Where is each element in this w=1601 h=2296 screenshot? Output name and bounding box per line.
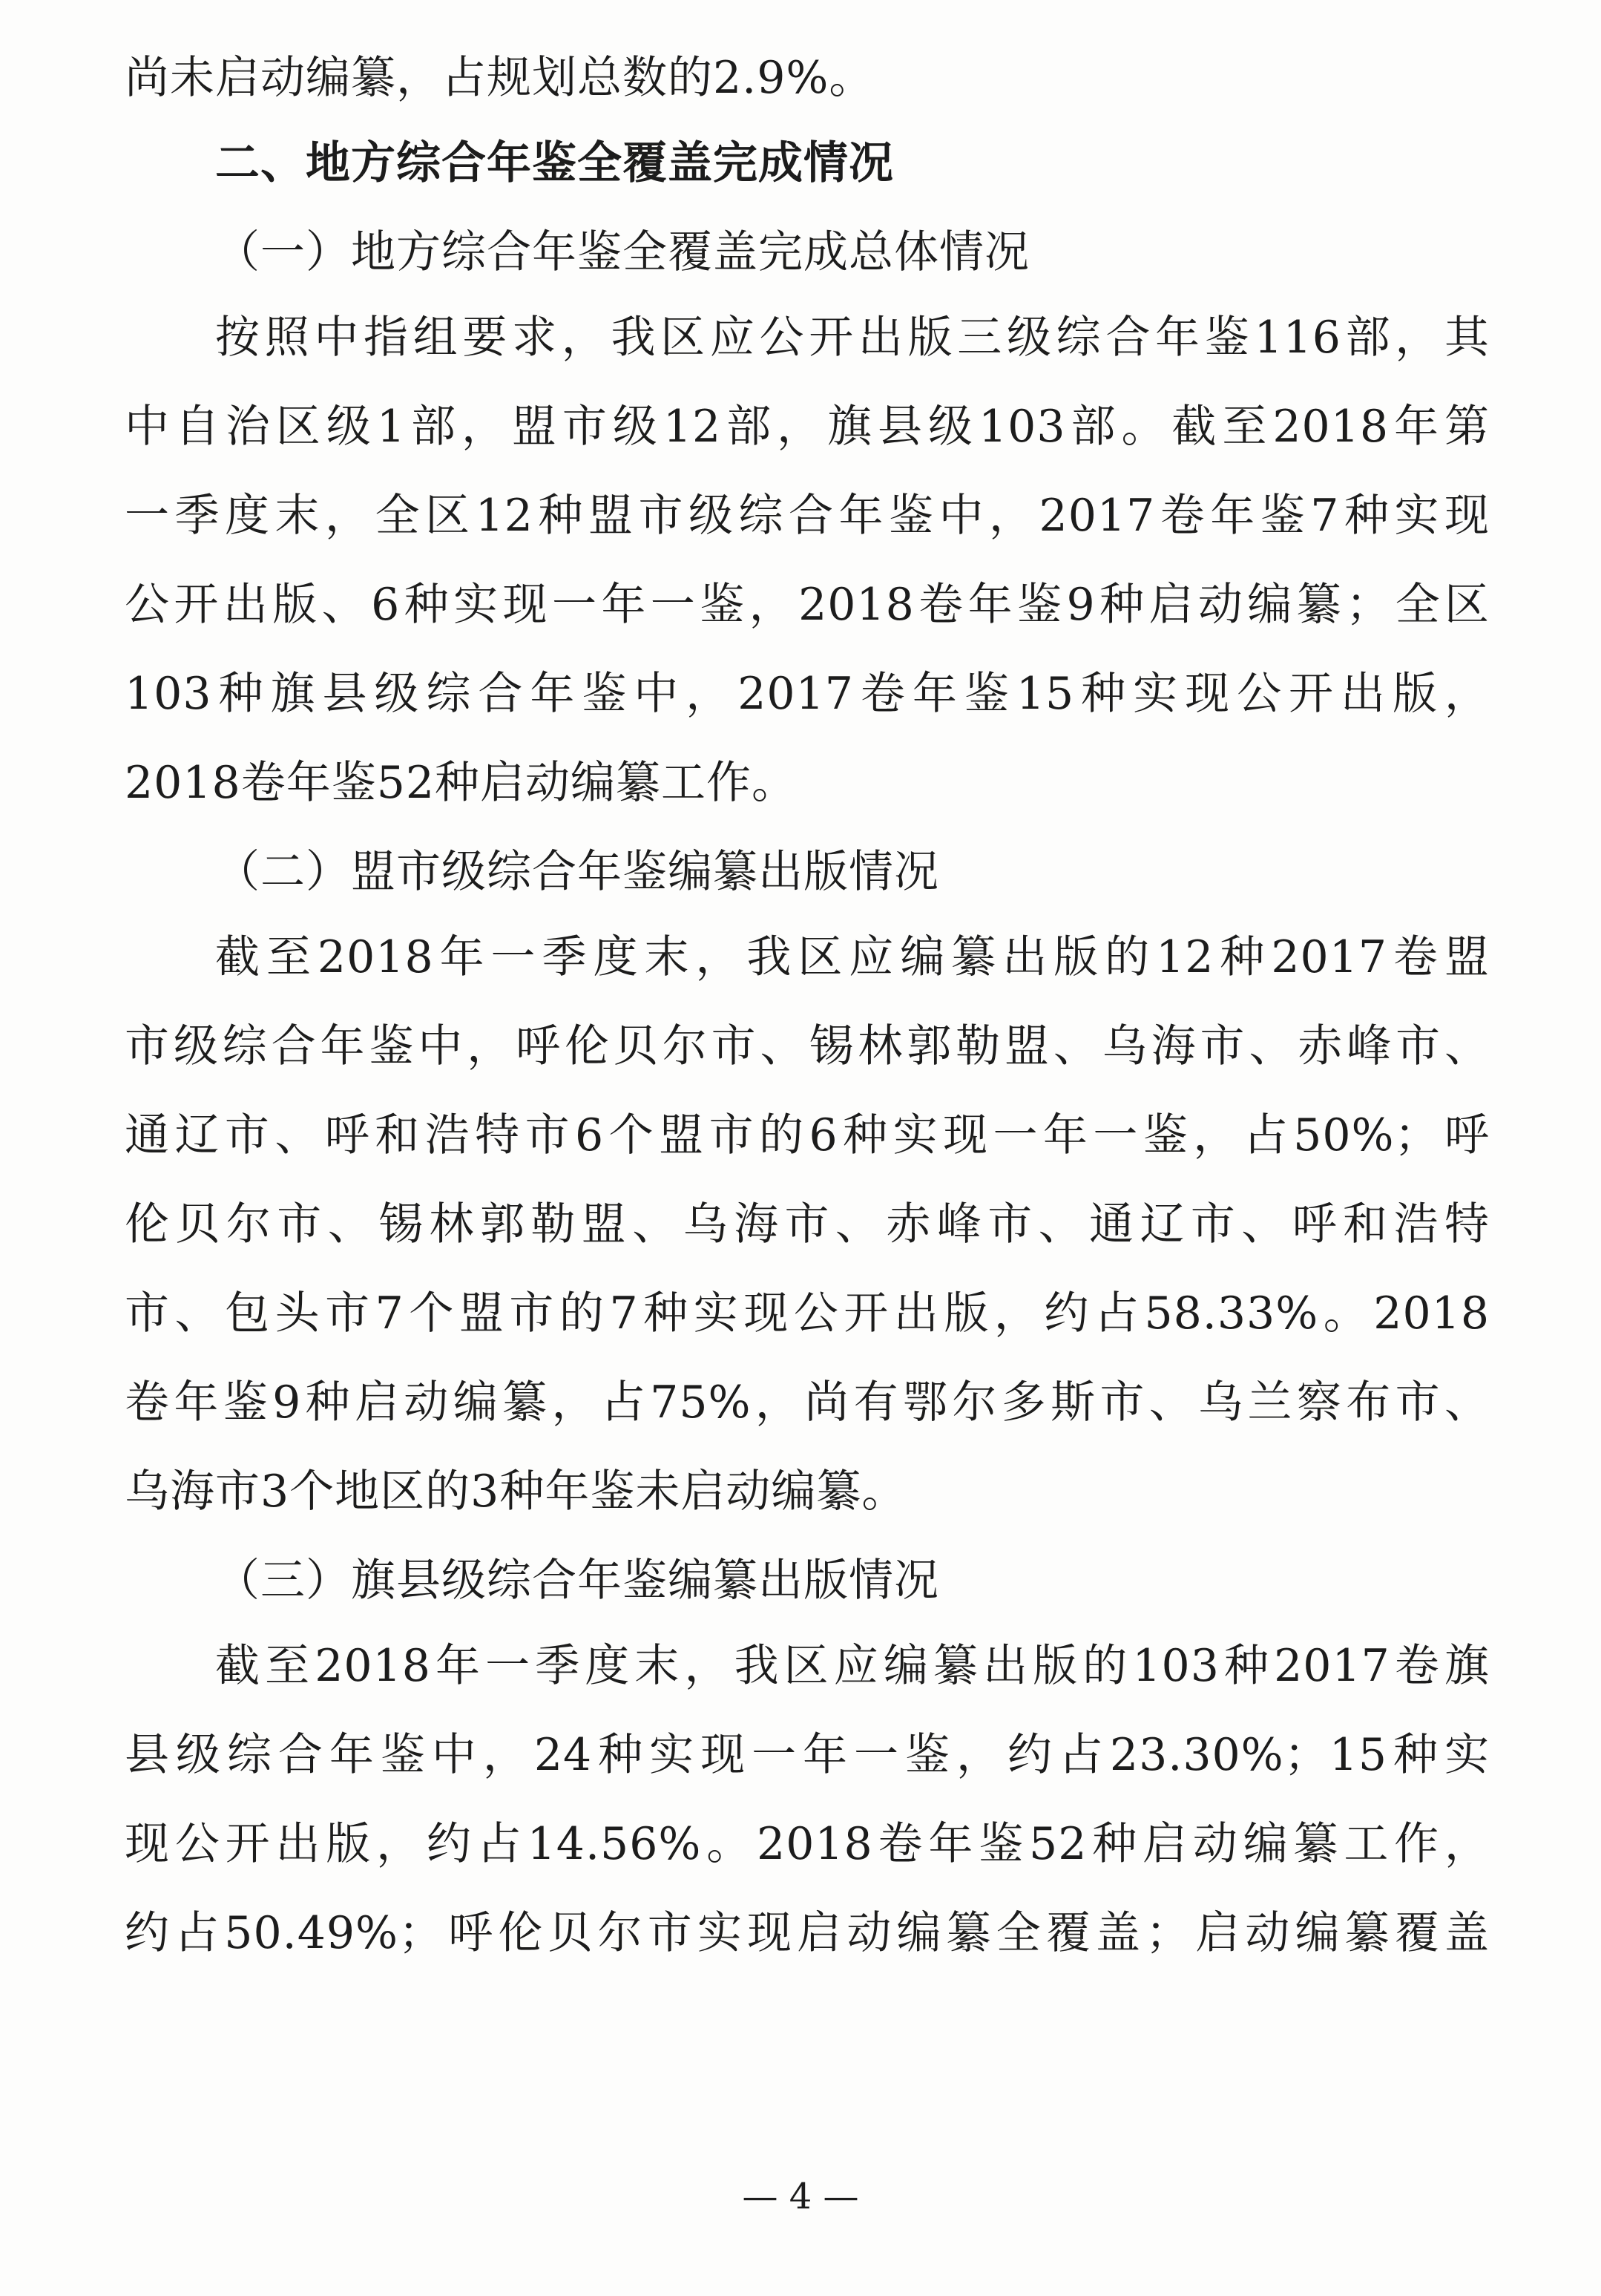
paragraph-line: 2018卷年鉴52种启动编纂工作。 bbox=[125, 757, 798, 809]
paragraph-line: 县级综合年鉴中，24种实现一年一鉴，约占23.30%；15种实 bbox=[125, 1729, 1490, 1781]
paragraph-line: 截至2018年一季度末，我区应编纂出版的103种2017卷旗 bbox=[215, 1640, 1490, 1692]
paragraph-line: 尚未启动编纂，占规划总数的2.9%。 bbox=[125, 52, 875, 104]
paragraph-line: 一季度末，全区12种盟市级综合年鉴中，2017卷年鉴7种实现 bbox=[125, 490, 1490, 542]
paragraph-line: 约占50.49%；呼伦贝尔市实现启动编纂全覆盖；启动编纂覆盖 bbox=[125, 1907, 1490, 1959]
paragraph-line: 卷年鉴9种启动编纂，占75%，尚有鄂尔多斯市、乌兰察布市、 bbox=[125, 1377, 1490, 1429]
paragraph-line: 现公开出版，约占14.56%。2018卷年鉴52种启动编纂工作， bbox=[125, 1818, 1490, 1870]
paragraph-line: 市级综合年鉴中，呼伦贝尔市、锡林郭勒盟、乌海市、赤峰市、 bbox=[125, 1020, 1490, 1072]
section-heading: 二、地方综合年鉴全覆盖完成情况 bbox=[215, 137, 894, 189]
paragraph-line: 通辽市、呼和浩特市6个盟市的6种实现一年一鉴，占50%；呼 bbox=[125, 1109, 1490, 1161]
paragraph-line: 截至2018年一季度末，我区应编纂出版的12种2017卷盟 bbox=[215, 931, 1490, 983]
paragraph-line: 市、包头市7个盟市的7种实现公开出版，约占58.33%。2018 bbox=[125, 1288, 1490, 1339]
paragraph-line: 公开出版、6种实现一年一鉴，2018卷年鉴9种启动编纂；全区 bbox=[125, 579, 1490, 631]
subsection-heading: （二）盟市级综合年鉴编纂出版情况 bbox=[215, 846, 939, 898]
page-number: — 4 — bbox=[742, 2176, 859, 2217]
subsection-heading: （三）旗县级综合年鉴编纂出版情况 bbox=[215, 1555, 939, 1607]
paragraph-line: 伦贝尔市、锡林郭勒盟、乌海市、赤峰市、通辽市、呼和浩特 bbox=[125, 1198, 1490, 1250]
paragraph-line: 中自治区级1部，盟市级12部，旗县级103部。截至2018年第 bbox=[125, 401, 1490, 453]
subsection-heading: （一）地方综合年鉴全覆盖完成总体情况 bbox=[215, 226, 1030, 278]
paragraph-line: 按照中指组要求，我区应公开出版三级综合年鉴116部，其 bbox=[215, 312, 1490, 364]
paragraph-line: 103种旗县级综合年鉴中，2017卷年鉴15种实现公开出版， bbox=[125, 668, 1490, 720]
paragraph-line: 乌海市3个地区的3种年鉴未启动编纂。 bbox=[125, 1466, 907, 1518]
